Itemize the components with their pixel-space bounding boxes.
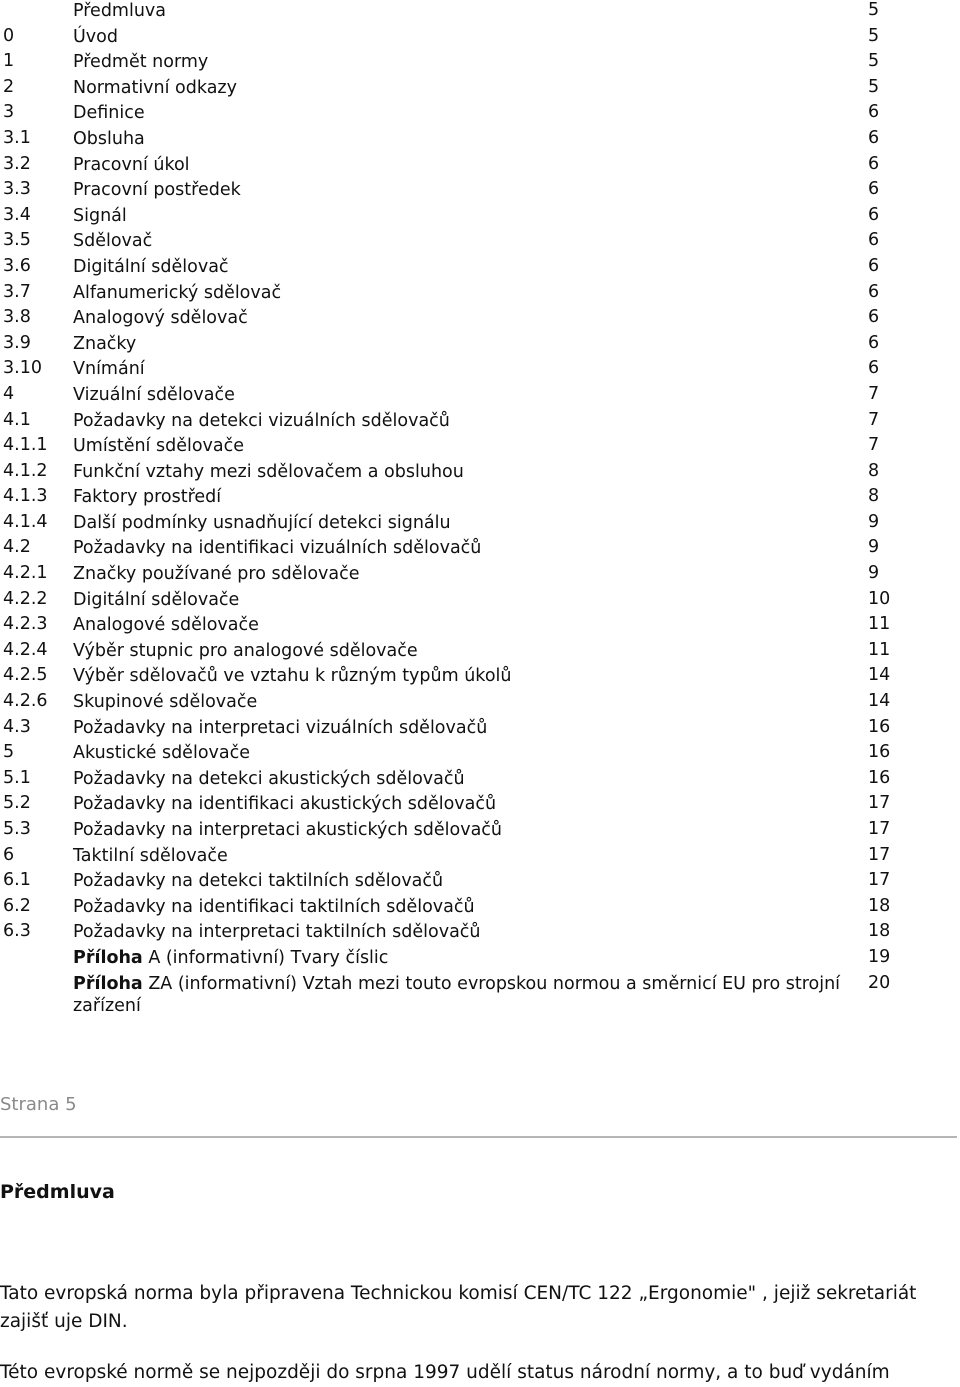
toc-entry-number: 5.2 bbox=[3, 793, 31, 814]
toc-entry-title: Funkční vztahy mezi sdělovačem a obsluhou bbox=[73, 461, 464, 482]
toc-entry-page: 16 bbox=[868, 767, 891, 788]
toc-entry-page: 11 bbox=[868, 614, 891, 635]
toc-entry[interactable] bbox=[0, 410, 960, 436]
toc-entry-page: 18 bbox=[868, 921, 891, 942]
toc-entry-number: 3.1 bbox=[3, 127, 31, 148]
toc-entry[interactable] bbox=[0, 26, 960, 52]
toc-entry-page: 20 bbox=[868, 972, 891, 993]
toc-entry-number: 5 bbox=[3, 742, 15, 763]
toc-entry-title: Požadavky na detekci taktilních sdělovačů bbox=[73, 871, 444, 892]
toc-entry-number: 6.2 bbox=[3, 895, 31, 916]
toc-entry[interactable] bbox=[0, 640, 960, 666]
toc-entry-title: Požadavky na interpretaci taktilních sdělovačů bbox=[73, 922, 481, 943]
toc-entry-title: Vizuální sdělovače bbox=[73, 384, 235, 405]
toc-entry-page: 10 bbox=[868, 588, 891, 609]
toc-entry[interactable] bbox=[0, 973, 960, 1023]
toc-entry-page: 16 bbox=[868, 716, 891, 737]
toc-entry-page: 6 bbox=[868, 255, 880, 276]
toc-entry[interactable] bbox=[0, 665, 960, 691]
toc-entry-page: 18 bbox=[868, 895, 891, 916]
paragraph: Této evropské normě se nejpozději do srpna 1997 udělí status národní normy, a to buď vydáním bbox=[0, 1362, 890, 1383]
toc-entry-title: Požadavky na identifikaci vizuálních sdělovačů bbox=[73, 538, 482, 559]
toc-entry-title: Obsluha bbox=[73, 128, 145, 149]
toc-entry[interactable] bbox=[0, 77, 960, 103]
toc-entry-number: 3.5 bbox=[3, 230, 31, 251]
toc-entry[interactable] bbox=[0, 614, 960, 640]
toc-entry[interactable] bbox=[0, 845, 960, 871]
toc-entry[interactable] bbox=[0, 742, 960, 768]
toc-entry-title: Normativní odkazy bbox=[73, 77, 237, 98]
toc-entry-page: 7 bbox=[868, 435, 880, 456]
toc-entry-number: 4.2.6 bbox=[3, 691, 48, 712]
toc-entry-page: 9 bbox=[868, 563, 880, 584]
toc-entry-page: 9 bbox=[868, 537, 880, 558]
toc-entry-number: 4.2.4 bbox=[3, 639, 48, 660]
toc-entry-title: Digitální sdělovač bbox=[73, 256, 229, 277]
toc-entry-page: 9 bbox=[868, 511, 880, 532]
toc-entry[interactable] bbox=[0, 947, 960, 973]
toc-entry-page: 14 bbox=[868, 665, 891, 686]
toc-entry[interactable] bbox=[0, 537, 960, 563]
toc-entry[interactable] bbox=[0, 128, 960, 154]
toc-entry-title: Požadavky na detekci akustických sdělovačů bbox=[73, 768, 465, 789]
toc-entry[interactable] bbox=[0, 717, 960, 743]
toc-entry-page: 5 bbox=[868, 0, 880, 20]
toc-entry[interactable] bbox=[0, 870, 960, 896]
toc-entry-number: 3.4 bbox=[3, 204, 31, 225]
annex-prefix: Příloha bbox=[73, 947, 143, 968]
toc-entry-number: 4.2.3 bbox=[3, 614, 48, 635]
toc-entry-title: Skupinové sdělovače bbox=[73, 692, 258, 713]
toc-entry[interactable] bbox=[0, 256, 960, 282]
toc-entry-page: 6 bbox=[868, 127, 880, 148]
toc-entry-page: 5 bbox=[868, 25, 880, 46]
toc-entry-number: 4.2 bbox=[3, 537, 31, 558]
toc-entry[interactable] bbox=[0, 461, 960, 487]
toc-entry-title: Definice bbox=[73, 103, 145, 124]
toc-entry[interactable] bbox=[0, 921, 960, 947]
toc-entry-title bbox=[73, 973, 843, 1017]
toc-entry[interactable] bbox=[0, 51, 960, 77]
toc-entry[interactable] bbox=[0, 563, 960, 589]
toc-entry-title: Předmluva bbox=[73, 1, 167, 21]
toc-entry[interactable] bbox=[0, 0, 960, 26]
toc-entry-title: Výběr sdělovačů ve vztahu k různým typům úkolů bbox=[73, 666, 512, 687]
toc-entry-title: Alfanumerický sdělovač bbox=[73, 282, 282, 303]
toc-entry-number: 4.2.5 bbox=[3, 665, 48, 686]
toc-entry-page: 14 bbox=[868, 691, 891, 712]
toc-entry-title: Umístění sdělovače bbox=[73, 436, 245, 457]
toc-entry-number: 4.1.3 bbox=[3, 486, 48, 507]
toc-entry[interactable] bbox=[0, 358, 960, 384]
toc-entry-title: Požadavky na identifikaci taktilních sdělovačů bbox=[73, 896, 475, 917]
toc-entry-title: Výběr stupnic pro analogové sdělovače bbox=[73, 640, 418, 661]
toc-entry-number: 3.3 bbox=[3, 179, 31, 200]
annex-title: ZA (informativní) Vztah mezi touto evropskou normou a směrnicí EU pro strojní zařízení bbox=[73, 973, 841, 1016]
toc-entry-number: 6.3 bbox=[3, 921, 31, 942]
toc-entry-number: 3.9 bbox=[3, 332, 31, 353]
toc-entry-number: 3 bbox=[3, 102, 15, 123]
toc-entry-number: 4.1.4 bbox=[3, 511, 48, 532]
toc-entry[interactable] bbox=[0, 102, 960, 128]
annex-prefix: Příloha bbox=[73, 973, 143, 994]
toc-entry-number: 3.2 bbox=[3, 153, 31, 174]
toc-entry-title: Digitální sdělovače bbox=[73, 589, 240, 610]
toc-entry-title: Faktory prostředí bbox=[73, 487, 222, 508]
toc-entry-title: Další podmínky usnadňující detekci signálu bbox=[73, 512, 451, 533]
toc-entry-title: Požadavky na detekci vizuálních sdělovačů bbox=[73, 410, 450, 431]
toc-entry-title: Úvod bbox=[73, 26, 118, 47]
toc-entry-number: 4.1.2 bbox=[3, 460, 48, 481]
toc-entry[interactable] bbox=[0, 512, 960, 538]
toc-entry-title: Značky používané pro sdělovače bbox=[73, 564, 360, 585]
toc-entry[interactable] bbox=[0, 205, 960, 231]
toc-entry-number: 2 bbox=[3, 76, 15, 97]
toc-entry-number: 3.10 bbox=[3, 358, 42, 379]
toc-entry-title: Předmět normy bbox=[73, 52, 209, 73]
toc-entry-title: Pracovní úkol bbox=[73, 154, 190, 175]
toc-entry-number: 3.8 bbox=[3, 307, 31, 328]
toc-entry-page: 5 bbox=[868, 51, 880, 72]
toc-entry[interactable] bbox=[0, 384, 960, 410]
annex-title: A (informativní) Tvary číslic bbox=[142, 947, 389, 968]
toc-entry[interactable] bbox=[0, 435, 960, 461]
toc-entry[interactable] bbox=[0, 230, 960, 256]
toc-entry[interactable] bbox=[0, 179, 960, 205]
toc-entry-page: 17 bbox=[868, 844, 891, 865]
toc-entry[interactable] bbox=[0, 691, 960, 717]
toc-entry-page: 6 bbox=[868, 358, 880, 379]
toc-entry-number: 3.6 bbox=[3, 255, 31, 276]
toc-entry-page: 11 bbox=[868, 639, 891, 660]
toc-entry-title: Taktilní sdělovače bbox=[73, 845, 228, 866]
toc-entry-page: 7 bbox=[868, 383, 880, 404]
toc-entry-number: 5.3 bbox=[3, 819, 31, 839]
toc-entry-number: 6.1 bbox=[3, 870, 31, 891]
toc-entry-title: Pracovní postředek bbox=[73, 180, 241, 201]
toc-entry[interactable] bbox=[0, 589, 960, 615]
toc-entry-number: 1 bbox=[3, 51, 15, 72]
toc-entry[interactable] bbox=[0, 793, 960, 819]
page-divider bbox=[0, 1136, 957, 1138]
toc-entry[interactable] bbox=[0, 333, 960, 359]
toc-entry[interactable] bbox=[0, 768, 960, 794]
toc-entry-page: 6 bbox=[868, 102, 880, 123]
toc-entry-page: 6 bbox=[868, 179, 880, 200]
toc-entry[interactable] bbox=[0, 307, 960, 333]
toc-entry-page: 6 bbox=[868, 230, 880, 251]
toc-entry-page: 6 bbox=[868, 281, 880, 302]
toc-entry-page: 17 bbox=[868, 870, 891, 891]
toc-entry-title bbox=[73, 947, 843, 969]
toc-entry-page: 8 bbox=[868, 460, 880, 481]
toc-entry-number: 4.2.2 bbox=[3, 588, 48, 609]
toc-entry-number: 5.1 bbox=[3, 767, 31, 788]
toc-entry-number: 4.1.1 bbox=[3, 435, 48, 456]
toc-entry-page: 17 bbox=[868, 819, 891, 839]
toc-entry-number: 0 bbox=[3, 25, 15, 46]
toc-entry-number: 4.2.1 bbox=[3, 563, 48, 584]
toc-entry[interactable] bbox=[0, 486, 960, 512]
toc-entry-title: Signál bbox=[73, 205, 127, 226]
page-number-label: Strana 5 bbox=[0, 1094, 77, 1115]
toc-entry-number: 3.7 bbox=[3, 281, 31, 302]
toc-entry-page: 17 bbox=[868, 793, 891, 814]
toc-entry[interactable] bbox=[0, 896, 960, 922]
toc-entry-title: Analogový sdělovač bbox=[73, 308, 248, 329]
toc-entry-number: 4.1 bbox=[3, 409, 31, 430]
toc-entry-page: 19 bbox=[868, 946, 891, 967]
toc-entry-page: 5 bbox=[868, 76, 880, 97]
toc-entry-page: 6 bbox=[868, 204, 880, 225]
toc-entry-title: Požadavky na identifikaci akustických sdělovačů bbox=[73, 794, 497, 815]
toc-entry-page: 16 bbox=[868, 742, 891, 763]
toc-entry-page: 8 bbox=[868, 486, 880, 507]
toc-entry-title: Sdělovač bbox=[73, 231, 153, 252]
toc-entry-title: Požadavky na interpretaci akustických sdělovačů bbox=[73, 820, 503, 840]
toc-entry-title: Vnímání bbox=[73, 359, 145, 380]
toc-entry-title: Požadavky na interpretaci vizuálních sdělovačů bbox=[73, 717, 488, 738]
toc-entry[interactable] bbox=[0, 282, 960, 308]
toc-entry-number: 4 bbox=[3, 383, 15, 404]
section-heading: Předmluva bbox=[0, 1181, 115, 1203]
toc-entry-page: 7 bbox=[868, 409, 880, 430]
toc-entry-title: Značky bbox=[73, 333, 137, 354]
toc-entry-title: Akustické sdělovače bbox=[73, 743, 250, 764]
toc-entry-title: Analogové sdělovače bbox=[73, 615, 259, 636]
paragraph: Tato evropská norma byla připravena Technickou komisí CEN/TC 122 „Ergonomie" , jejiž sekretariát zajišť uje DIN. bbox=[0, 1283, 917, 1332]
toc-entry-page: 6 bbox=[868, 153, 880, 174]
toc-entry-number: 4.3 bbox=[3, 716, 31, 737]
toc-entry-page: 6 bbox=[868, 332, 880, 353]
toc-entry-page: 6 bbox=[868, 307, 880, 328]
toc-entry[interactable] bbox=[0, 154, 960, 180]
toc-entry[interactable] bbox=[0, 819, 960, 845]
toc-entry-number: 6 bbox=[3, 844, 15, 865]
